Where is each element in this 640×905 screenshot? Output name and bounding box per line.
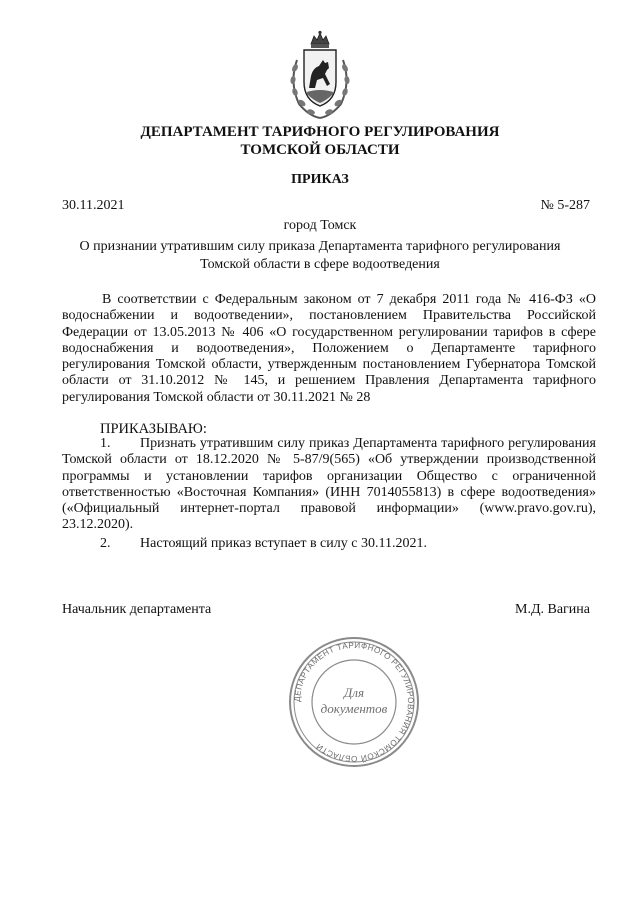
stamp-center-line2: документов [320, 701, 388, 716]
order-item-text: Настоящий приказ вступает в силу с 30.11.2021. [140, 536, 427, 551]
department-name-line2: ТОМСКОЙ ОБЛАСТИ [240, 142, 400, 158]
document-city: город Томск [283, 218, 357, 233]
order-item [62, 536, 596, 552]
order-word: ПРИКАЗЫВАЮ: [100, 421, 207, 437]
order-item [62, 436, 596, 534]
document-type-title: ПРИКАЗ [291, 172, 349, 187]
stamp-center-line1: Для [344, 685, 364, 700]
document-date: 30.11.2021 [62, 198, 125, 213]
order-item-text: Признать утратившим силу приказ Департамента тарифного регулирования Томской области от 18.12.2020 № 5-87/9(565) «Об утверждении производственной программы и установлении тарифов организации Общество с ограниченной ответственностью «Восточная Компания» (ИНН 7014055813) в сфере водоотведения» («Официальный интернет-портал правовой информации» (www.pravo.gov.ru), 23.12.2020). [62, 436, 596, 533]
document-number: № 5-287 [540, 198, 590, 213]
coat-of-arms-icon [287, 30, 353, 122]
signatory-position: Начальник департамента [62, 602, 212, 617]
order-item-number: 2. [100, 536, 111, 551]
stamp-ring-text: ДЕПАРТАМЕНТ ТАРИФНОГО РЕГУЛИРОВАНИЯ ТОМСКОЙ ОБЛАСТИ [292, 640, 416, 764]
official-stamp [287, 635, 421, 769]
document-subject: О признании утратившим силу приказа Департамента тарифного регулирования Томской области в сфере водоотведения [79, 239, 561, 272]
signatory-name: М.Д. Вагина [515, 602, 590, 617]
preamble-paragraph: В соответствии с Федеральным законом от 7 декабря 2011 года № 416-ФЗ «О водоснабжении и водоотведении», постановлением Правительства Российской Федерации от 13.05.2013 № 406 «О государственном регулировании тарифов в сфере водоснабжения и водоотведения», Положением о Департаменте тарифного регулирования Томской области, утвержденным постановлением Губернатора Томской области от 31.10.2012 № 145, и решением Правления Департамента тарифного регулирования Томской области от 30.11.2021 № 28 [62, 292, 596, 405]
order-item-number: 1. [100, 436, 111, 451]
department-name-line1: ДЕПАРТАМЕНТ ТАРИФНОГО РЕГУЛИРОВАНИЯ [140, 124, 500, 140]
